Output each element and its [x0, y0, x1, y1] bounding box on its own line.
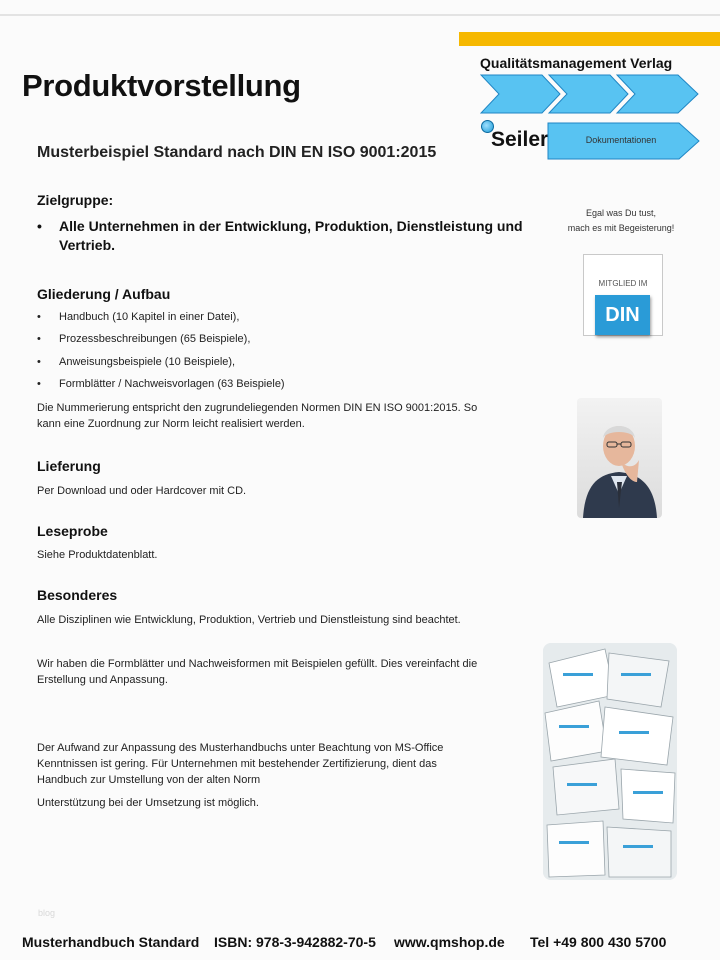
zielgruppe-text-line1: Alle Unternehmen in der Entwicklung, Produktion, Dienstleistung und: [59, 218, 523, 234]
brand-name: Seiler: [491, 128, 549, 151]
accent-bar: [459, 32, 720, 46]
lieferung-text: Per Download und oder Hardcover mit CD.: [37, 485, 247, 497]
watermark: blog: [38, 908, 56, 918]
chevron-1: [481, 75, 560, 113]
besonderes-p3: Der Aufwand zur Anpassung des Musterhandbuchs unter Beachtung von MS-Office Kenntnissen ist gering. Für Unternehmen mit bestehender Zertifizierung, dient das Handbuch zur Umstellung von der alten Norm: [37, 742, 444, 786]
bullet-icon: •: [37, 333, 41, 345]
process-chevrons: [480, 74, 700, 114]
slogan: Egal was Du tust, mach es mit Begeisterung!: [567, 208, 675, 233]
bullet-icon: •: [37, 311, 41, 323]
zielgruppe-bullet: [37, 217, 537, 257]
din-member-badge: [583, 254, 663, 336]
chevron-3: [617, 75, 698, 113]
besonderes-p4: Unterstützung bei der Umsetzung ist möglich.: [37, 797, 259, 809]
bullet-icon: •: [37, 378, 41, 390]
besonderes-p2: Wir haben die Formblätter und Nachweisformen mit Beispielen gefüllt. Dies vereinfacht die Erstellung und Anpassung.: [37, 658, 478, 686]
bullet-icon: •: [37, 218, 42, 234]
gliederung-heading: Gliederung / Aufbau: [37, 286, 171, 302]
zielgruppe-heading: Zielgruppe:: [37, 192, 114, 208]
author-photo: [577, 398, 662, 518]
footer-product: Musterhandbuch Standard: [22, 934, 200, 950]
zielgruppe-text-line2: Vertrieb.: [59, 237, 116, 253]
din-logo: DIN: [595, 295, 650, 335]
leseprobe-heading: Leseprobe: [37, 523, 108, 539]
besonderes-heading: Besonderes: [37, 587, 118, 603]
din-member-label: MITGLIED IM: [598, 279, 648, 288]
chevron-2: [549, 75, 628, 113]
gliederung-note: Die Nummerierung entspricht den zugrundeliegenden Normen DIN EN ISO 9001:2015. So kann eine Zuordnung zur Norm leicht realisiert werden.: [37, 402, 478, 430]
footer-web-link[interactable]: www.qmshop.de: [394, 934, 505, 950]
footer-phone: Tel +49 800 430 5700: [530, 934, 667, 950]
besonderes-p1: Alle Disziplinen wie Entwicklung, Produktion, Vertrieb und Dienstleistung sind beachtet.: [37, 614, 461, 626]
bullet-icon: •: [37, 356, 41, 368]
lieferung-heading: Lieferung: [37, 458, 101, 474]
leseprobe-text: Siehe Produktdatenblatt.: [37, 549, 158, 561]
page-subtitle: Musterbeispiel Standard nach DIN EN ISO 9001:2015: [37, 144, 437, 161]
top-divider: [0, 14, 720, 16]
binders-image: [543, 643, 677, 880]
page-title: Produktvorstellung: [22, 68, 301, 103]
doku-label: Dokumentationen: [585, 135, 657, 145]
footer-isbn: ISBN: 978-3-942882-70-5: [214, 934, 376, 950]
publisher-label: Qualitätsmanagement Verlag: [480, 55, 673, 71]
